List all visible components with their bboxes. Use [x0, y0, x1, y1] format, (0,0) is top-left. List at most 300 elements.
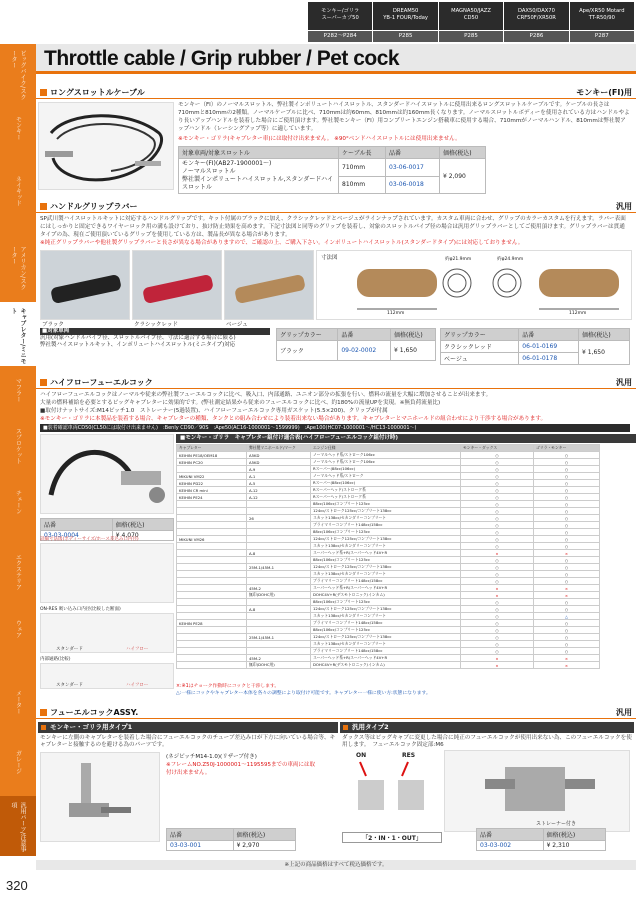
nav-tab-label	[439, 2, 503, 30]
nav-tab-pages: P285	[373, 31, 437, 42]
target-title: ■対象車両	[40, 328, 270, 335]
table-cell: ○	[461, 564, 534, 571]
table-row	[177, 487, 600, 494]
grip-table-right	[440, 328, 630, 365]
part-number: 09-02-0002	[338, 341, 391, 361]
grip-photo-beige	[224, 250, 314, 320]
applies-line: モンキー(FI)(AB27-1900001～)	[182, 160, 272, 167]
table-cell: A-5	[247, 480, 311, 487]
target-line: 弊社製ハイスロットルキット、インポリュートハイスロットル(ミニタイプ)対応	[40, 342, 236, 348]
top-nav	[308, 2, 634, 42]
table-cell: 45M-2	[247, 655, 311, 662]
diagram-label: 内部通路(比較)	[40, 657, 71, 662]
diagram-label: 詳細寸法図(ボディーサイズ/ホース差込み口内径)	[40, 537, 139, 542]
table-cell: スカット138cc/セカンダリーコンプリート	[311, 543, 461, 550]
cable-table	[178, 146, 486, 194]
table-cell: ○	[461, 543, 534, 550]
legend-line: △:一様にコックやキャブレター本体を各々の調整により取付け可能です。キャブレター一様に使い方:状態になります。	[176, 691, 431, 696]
table-row	[177, 613, 600, 620]
grip-caption: ブラック	[42, 322, 64, 328]
table-cell: ×	[461, 662, 534, 669]
table-cell: ○	[461, 522, 534, 529]
price: ¥ 1,650	[391, 341, 436, 361]
subsection-description: ダックス等はビッグキャブに変更した場合に純正のフューエルコックが使用出来ない為、このフューエルコックを使用します。 フューエルコック固定部:M6	[342, 735, 632, 748]
col-header: ケーブル長	[339, 147, 386, 159]
table-cell: ○	[534, 466, 600, 473]
title-bar	[36, 44, 636, 74]
subsection-title: 汎用タイプ2	[340, 722, 634, 733]
price-footnote: ※上記の商品価格はすべて税込価格です。	[36, 860, 636, 870]
nav-tab[interactable]	[308, 2, 372, 42]
grip-color: ブラック	[277, 341, 338, 361]
table-cell: ○	[461, 515, 534, 522]
table-cell: ○	[461, 536, 534, 543]
table-cell: DOHC4V+R(デスモトロニック/インカム)	[311, 662, 461, 669]
table-cell: A-12	[247, 494, 311, 501]
table-cell: KEIHIN PD22	[177, 480, 247, 487]
table-cell: ○	[461, 634, 534, 641]
table-cell	[247, 620, 311, 627]
diagram-label: スタンダード	[56, 683, 83, 688]
sub1-warning: ※フレームNO.Z50J-1000001～1195595までの車両には取付け出来ません。	[166, 762, 316, 776]
nav-tab-line: CRF50F/XR50R	[516, 15, 556, 21]
fuel-cock-photo	[40, 434, 174, 514]
table-cell: ○	[534, 648, 600, 655]
section-title: ロングスロットルケーブル	[50, 88, 145, 97]
table-cell: ×	[461, 655, 534, 662]
table-row	[177, 655, 600, 662]
table-cell: 88cc/106cc/コンプリート125cc	[311, 501, 461, 508]
table-cell: ○	[534, 515, 600, 522]
title-underline	[36, 71, 636, 74]
table-row	[177, 522, 600, 529]
photo-caption: ストレーナー付き	[536, 821, 577, 827]
section-header	[36, 706, 636, 719]
table-cell: Rスーパーヘッド/ストローク系	[311, 494, 461, 501]
nav-tab-line: スーパーカブ50	[321, 15, 359, 21]
table-row	[177, 480, 600, 487]
table-cell: A-8	[247, 606, 311, 613]
applies-line: ノーマルスロットル	[182, 168, 236, 175]
cable-length: 710mm	[339, 159, 386, 177]
confirm-bar: ■装着確認車両CD50(CL50には取付け出来ません) :Benly CD90／90S :Ape50(AC16-1000001～1599999) :Ape100(HC07-1000001～/HC13-1000001～)	[40, 424, 630, 432]
table-row	[177, 501, 600, 508]
table-cell: KEIHIN PE28	[177, 620, 247, 627]
table-cell: ○	[534, 557, 600, 564]
grip-photo-black	[40, 250, 130, 320]
table-cell: KEIHIN PE18/OEM18	[177, 452, 247, 459]
table-cell: MIKUNI VM22	[177, 473, 247, 480]
table-cell: ×	[461, 585, 534, 592]
target-line: 汎用(対象ハンドルパイプ径、スロットルパイプ径、寸法に適合する場合に限る)	[40, 335, 236, 341]
table-cell: ○	[461, 571, 534, 578]
table-cell: ノーマルヘッド系/ストローク106cc	[311, 452, 461, 459]
price: ¥ 1,650	[579, 341, 630, 365]
table-cell: ×	[534, 585, 600, 592]
table-cell	[177, 655, 247, 662]
table-cell: ×	[534, 592, 600, 599]
table-row	[177, 641, 600, 648]
price: ¥ 2,310	[543, 841, 605, 851]
col-header: キャブレター	[177, 445, 247, 452]
section-description: 大量の燃料補給を必要とするビッグキャブレターに効果的です。(弊社測定結果から従来のフューエルコックに比べ、約180%の流量UPを実現。※無負荷流量比)	[40, 400, 441, 406]
section-warning: ※純正グリップラバーや他社製グリップラバーと長さが異なる場合がありますので、ご確認の上、ご購入下さい。インポリュートハイスロットル(スタンダードタイプ)には対応しておりません。	[40, 240, 524, 246]
table-cell: 無印(DOHC用)	[247, 592, 311, 599]
table-cell: ○	[534, 494, 600, 501]
table-cell: Rスーパー(88cc/106cc)	[311, 466, 461, 473]
table-cell: ○	[534, 578, 600, 585]
nav-tab-label	[373, 2, 437, 30]
section-title: ハイフローフューエルコック	[50, 378, 153, 387]
table-cell: ○	[534, 473, 600, 480]
table-cell: A5KD	[247, 459, 311, 466]
table-cell: ×	[534, 655, 600, 662]
table-row	[177, 627, 600, 634]
sidebar	[0, 44, 36, 856]
page-title: Throttle cable / Grip rubber / Pet cock	[44, 47, 400, 70]
table-cell: ノーマルヘッド系/ストローク	[311, 473, 461, 480]
nav-tab-label	[570, 2, 634, 30]
table-cell: ×	[461, 550, 534, 557]
table-cell: ノーマルヘッド系/ストローク106cc	[311, 459, 461, 466]
section-tag: 汎用	[616, 202, 632, 211]
table-cell	[177, 599, 247, 606]
nav-tab-line: YB-1 FOUR/Today	[383, 15, 428, 21]
table-row	[177, 473, 600, 480]
section-marker	[40, 89, 47, 96]
nav-tab[interactable]	[439, 2, 503, 42]
sidebar-item[interactable]: キャブレター/ミニモト	[0, 302, 36, 366]
col-header: 品番	[167, 829, 234, 841]
table-cell	[247, 627, 311, 634]
table-cell	[247, 641, 311, 648]
table-cell	[177, 466, 247, 473]
table-cell: スカット138cc/セカンダリーコンプリート	[311, 571, 461, 578]
table-cell: ○	[461, 620, 534, 627]
target-box	[40, 328, 270, 349]
table-cell: ○	[534, 459, 600, 466]
table-cell: ○	[461, 473, 534, 480]
table-cell: ×	[461, 592, 534, 599]
part-number: 03-06-0018	[386, 176, 440, 194]
table-cell	[247, 599, 311, 606]
on-label: ON	[356, 752, 367, 759]
table-cell: ○	[461, 501, 534, 508]
sidebar-item[interactable]: メーター	[14, 690, 22, 714]
table-cell: 124cc/ストローク125cc/コンプリート138cc	[311, 564, 461, 571]
throttle-cable-photo	[38, 102, 174, 190]
nav-tab-label	[504, 2, 568, 30]
table-cell	[177, 592, 247, 599]
table-cell: ブライマリーコンプリート148cc/158cc	[311, 620, 461, 627]
grip-table-left	[276, 328, 436, 361]
diagram-title: 寸法図	[321, 255, 338, 261]
table-cell: ○	[534, 634, 600, 641]
col-header: 弊社製マニホールド/マーク	[247, 445, 311, 452]
section-header	[36, 200, 636, 213]
table-cell: ○	[534, 529, 600, 536]
table-cell	[247, 536, 311, 543]
table-cell	[247, 508, 311, 515]
table-row	[177, 571, 600, 578]
col-header: 品番	[519, 329, 579, 341]
table-row	[177, 585, 600, 592]
table-cell: ○	[461, 487, 534, 494]
sidebar-item[interactable]: チェーン	[14, 490, 22, 514]
table-cell: ○	[461, 627, 534, 634]
table-row	[177, 662, 600, 669]
table-cell: MIKUNI VM26	[177, 536, 247, 543]
col-header: 品番	[338, 329, 391, 341]
table-cell	[247, 522, 311, 529]
table-cell: ○	[534, 627, 600, 634]
table-cell: スーパーヘッド系+R/スーパーヘッド4V+R	[311, 550, 461, 557]
part-number: 03-03-002	[477, 841, 544, 851]
table-cell: ○	[461, 480, 534, 487]
table-cell: ブライマリーコンプリート148cc/158cc	[311, 648, 461, 655]
dim-label: 約φ24.9mm	[497, 257, 524, 262]
nav-tab-pages: P286	[504, 31, 568, 42]
sidebar-item[interactable]: ネイキッド	[14, 176, 22, 206]
table-cell	[247, 543, 311, 550]
table-row	[177, 508, 600, 515]
table-cell: ○	[461, 508, 534, 515]
dim-label: 112mm	[569, 311, 587, 316]
table-cell: ○	[461, 641, 534, 648]
sidebar-item[interactable]: ウェア	[14, 620, 22, 638]
dim-label: 112mm	[387, 311, 405, 316]
nav-tab[interactable]	[504, 2, 568, 42]
col-header: 品番	[386, 147, 440, 159]
table-cell	[177, 557, 247, 564]
col-header: エンジン仕様	[311, 445, 461, 452]
table-cell	[177, 585, 247, 592]
grip-color: ベージュ	[441, 353, 519, 365]
table-cell: KEIHIN PE24	[177, 494, 247, 501]
table-cell: ○	[461, 459, 534, 466]
table-cell	[177, 564, 247, 571]
table-cell	[247, 578, 311, 585]
grip-caption: ベージュ	[226, 322, 248, 328]
table-cell: KEIHIN PC20	[177, 459, 247, 466]
table-cell	[177, 571, 247, 578]
part-number: 03-03-001	[167, 841, 234, 851]
section-fuel-cock-assy	[36, 706, 636, 856]
section-title: ハンドルグリップラバー	[50, 202, 138, 211]
subsection-description: モンキーに左側のキャブレターを装着した場合にフューエルコックのチューブ差込み口が下方に向いている場合等、キャブレターと接触するのを避ける為のパーツです。	[40, 735, 336, 748]
sidebar-item[interactable]: スプロケット	[14, 428, 22, 464]
section-tag: モンキー(FI)用	[576, 88, 632, 97]
table-cell	[177, 606, 247, 613]
on-res-diagram	[342, 750, 440, 824]
col-header: 品番	[41, 519, 113, 531]
table-cell	[177, 529, 247, 536]
table-cell: スーパーヘッド系+R/スーパーヘッド4V+R	[311, 585, 461, 592]
page-number: 320	[6, 878, 28, 893]
table-cell: 88cc/106cc/コンプリート125cc	[311, 627, 461, 634]
applies-cell	[179, 159, 339, 194]
col-header: グリップカラー	[441, 329, 519, 341]
col-header: 対象車両/対象スロットル	[179, 147, 339, 159]
table-cell: △	[534, 613, 600, 620]
table-cell: ○	[534, 501, 600, 508]
table-cell	[177, 501, 247, 508]
table-cell: ○	[534, 522, 600, 529]
table-cell: A5KD	[247, 452, 311, 459]
nav-tab-label	[308, 2, 372, 30]
table-cell: ○	[534, 543, 600, 550]
nav-tab-line: DAX50/DAX70	[517, 8, 555, 14]
table-cell: ブライマリーコンプリート148cc/158cc	[311, 522, 461, 529]
table-cell: 124cc/ストローク125cc/コンプリート138cc	[311, 634, 461, 641]
table-cell: ○	[461, 578, 534, 585]
dimension-diagram	[316, 250, 632, 320]
sidebar-item[interactable]: 汎用パーツ/注意事項	[0, 796, 36, 856]
table-cell: 26	[247, 515, 311, 522]
price: ¥ 2,090	[439, 159, 485, 194]
section-note: ※モンキー・ゴリラ(キャブレター車)には取付け出来ません。 ※90°ベンドハイスロットルには使用出来ません。	[178, 136, 461, 142]
in-out-caption: 「2・IN・1・OUT」	[342, 832, 442, 843]
nav-tab-line: モンキー/ゴリラ	[321, 8, 360, 14]
table-cell: ○	[534, 480, 600, 487]
col-header: 価格(税込)	[112, 519, 173, 531]
table-cell: ○	[534, 564, 600, 571]
nav-tab-line: DREAM50	[392, 8, 419, 14]
table-row	[177, 466, 600, 473]
nav-tab-pages: P287	[570, 31, 634, 42]
col-header: 価格(税込)	[543, 829, 605, 841]
col-header: 価格(税込)	[579, 329, 630, 341]
table-cell: A-9	[247, 466, 311, 473]
nav-tab[interactable]	[570, 2, 634, 42]
table-cell: ○	[461, 529, 534, 536]
diagram-label: ハイフロー	[126, 647, 149, 652]
table-cell: ○	[534, 487, 600, 494]
sidebar-item[interactable]: エクステリア	[14, 554, 22, 590]
section-marker	[40, 203, 47, 210]
part-number: 03-03-0004	[41, 531, 113, 541]
table-cell: 88cc/106cc/コンプリート125cc	[311, 557, 461, 564]
table-row	[177, 564, 600, 571]
table-cell	[247, 648, 311, 655]
table-cell: 124cc/ストローク125cc/コンプリート138cc	[311, 536, 461, 543]
table-cell	[177, 662, 247, 669]
applies-line: 弊社製インポリュートハイスロットル,スタンダードハイスロットル	[182, 176, 334, 191]
compat-table	[176, 444, 600, 669]
section-tag: 汎用	[616, 378, 632, 387]
col-header: 価格(税込)	[391, 329, 436, 341]
section-description: ハイフローフューエルコックはノーマルや従来の弊社製フューエルコックに比べ、吸入口、内部通路、ユニオン部分の拡張を行い、燃料の流量を大幅に増加させることが出来ます。	[40, 392, 492, 398]
table-cell: ○	[534, 536, 600, 543]
table-cell: ブライマリーコンプリート148cc/158cc	[311, 578, 461, 585]
diagram-label: ハイフロー	[126, 683, 149, 688]
diagram-label: ON-RES 吸い込み口内径(比較した断面)	[40, 607, 121, 612]
table-cell: ○	[534, 571, 600, 578]
nav-tab[interactable]	[373, 2, 437, 42]
section-grip-rubber	[36, 200, 636, 364]
table-row	[177, 648, 600, 655]
res-label: RES	[402, 752, 416, 759]
col-header: 価格(税込)	[439, 147, 485, 159]
grip-photo-red	[132, 250, 222, 320]
table-cell: 45M-2	[247, 585, 311, 592]
table-cell: 124cc/ストローク125cc/コンプリート138cc	[311, 508, 461, 515]
part-number: 06-01-0169	[519, 341, 579, 353]
table-cell: 25M-1/45M-1	[247, 564, 311, 571]
size-diagram	[40, 543, 174, 603]
table-cell	[177, 550, 247, 557]
type2-price-table	[476, 828, 606, 851]
table-cell: 25M-1/45M-1	[247, 634, 311, 641]
section-header	[36, 86, 636, 99]
table-cell: ○	[534, 452, 600, 459]
table-cell: ○	[461, 599, 534, 606]
table-cell: ○	[461, 648, 534, 655]
nav-tab-line: CD50	[463, 15, 479, 21]
table-cell: ○	[461, 606, 534, 613]
table-cell	[177, 508, 247, 515]
nav-tab-pages: P285	[439, 31, 503, 42]
table-cell	[247, 529, 311, 536]
col-header: グリップカラー	[277, 329, 338, 341]
sidebar-item[interactable]: ビッグバイク/スクーター	[10, 50, 26, 101]
table-row	[177, 592, 600, 599]
section-title: フューエルコックASSY.	[50, 708, 139, 717]
table-row	[177, 543, 600, 550]
table-row	[177, 578, 600, 585]
cable-length: 810mm	[339, 176, 386, 194]
table-cell	[177, 627, 247, 634]
sidebar-item[interactable]: アメリカン/スクーター	[10, 246, 26, 291]
price: ¥ 2,970	[233, 841, 295, 851]
sidebar-item[interactable]: モンキー	[14, 116, 22, 140]
table-row	[177, 515, 600, 522]
table-row	[177, 606, 600, 613]
table-cell	[177, 648, 247, 655]
table-cell	[177, 578, 247, 585]
table-cell: ○	[534, 641, 600, 648]
table-cell: ○	[534, 599, 600, 606]
sidebar-item[interactable]: ガレージ	[14, 750, 22, 774]
table-cell	[177, 613, 247, 620]
section-long-throttle	[36, 86, 636, 196]
table-cell: 124cc/ストローク125cc/コンプリート138cc	[311, 606, 461, 613]
table-cell: ○	[534, 508, 600, 515]
table-row	[177, 557, 600, 564]
col-header: 価格(税込)	[233, 829, 295, 841]
table-cell: スカット138cc/セカンダリーコンプリート	[311, 613, 461, 620]
nav-tab-pages: P282～P284	[308, 31, 372, 42]
table-row	[177, 620, 600, 627]
table-row	[177, 599, 600, 606]
table-row	[177, 550, 600, 557]
table-cell: A-8	[247, 550, 311, 557]
table-cell: ○	[461, 613, 534, 620]
table-cell	[247, 557, 311, 564]
section-marker	[40, 379, 47, 386]
grip-color: クラシックレッド	[441, 341, 519, 353]
table-cell: ○	[534, 606, 600, 613]
table-cell: 88cc/106cc/コンプリート125cc	[311, 529, 461, 536]
table-cell: ○	[461, 452, 534, 459]
section-header	[36, 376, 636, 389]
table-cell: 無印(DOHC用)	[247, 662, 311, 669]
grip-caption: クラシックレッド	[134, 322, 178, 328]
table-cell: 88cc/106cc/コンプリート125cc	[311, 599, 461, 606]
table-cell	[177, 543, 247, 550]
col-header: モンキー・ダックス	[461, 445, 534, 452]
sidebar-item[interactable]: マフラー	[14, 378, 22, 402]
